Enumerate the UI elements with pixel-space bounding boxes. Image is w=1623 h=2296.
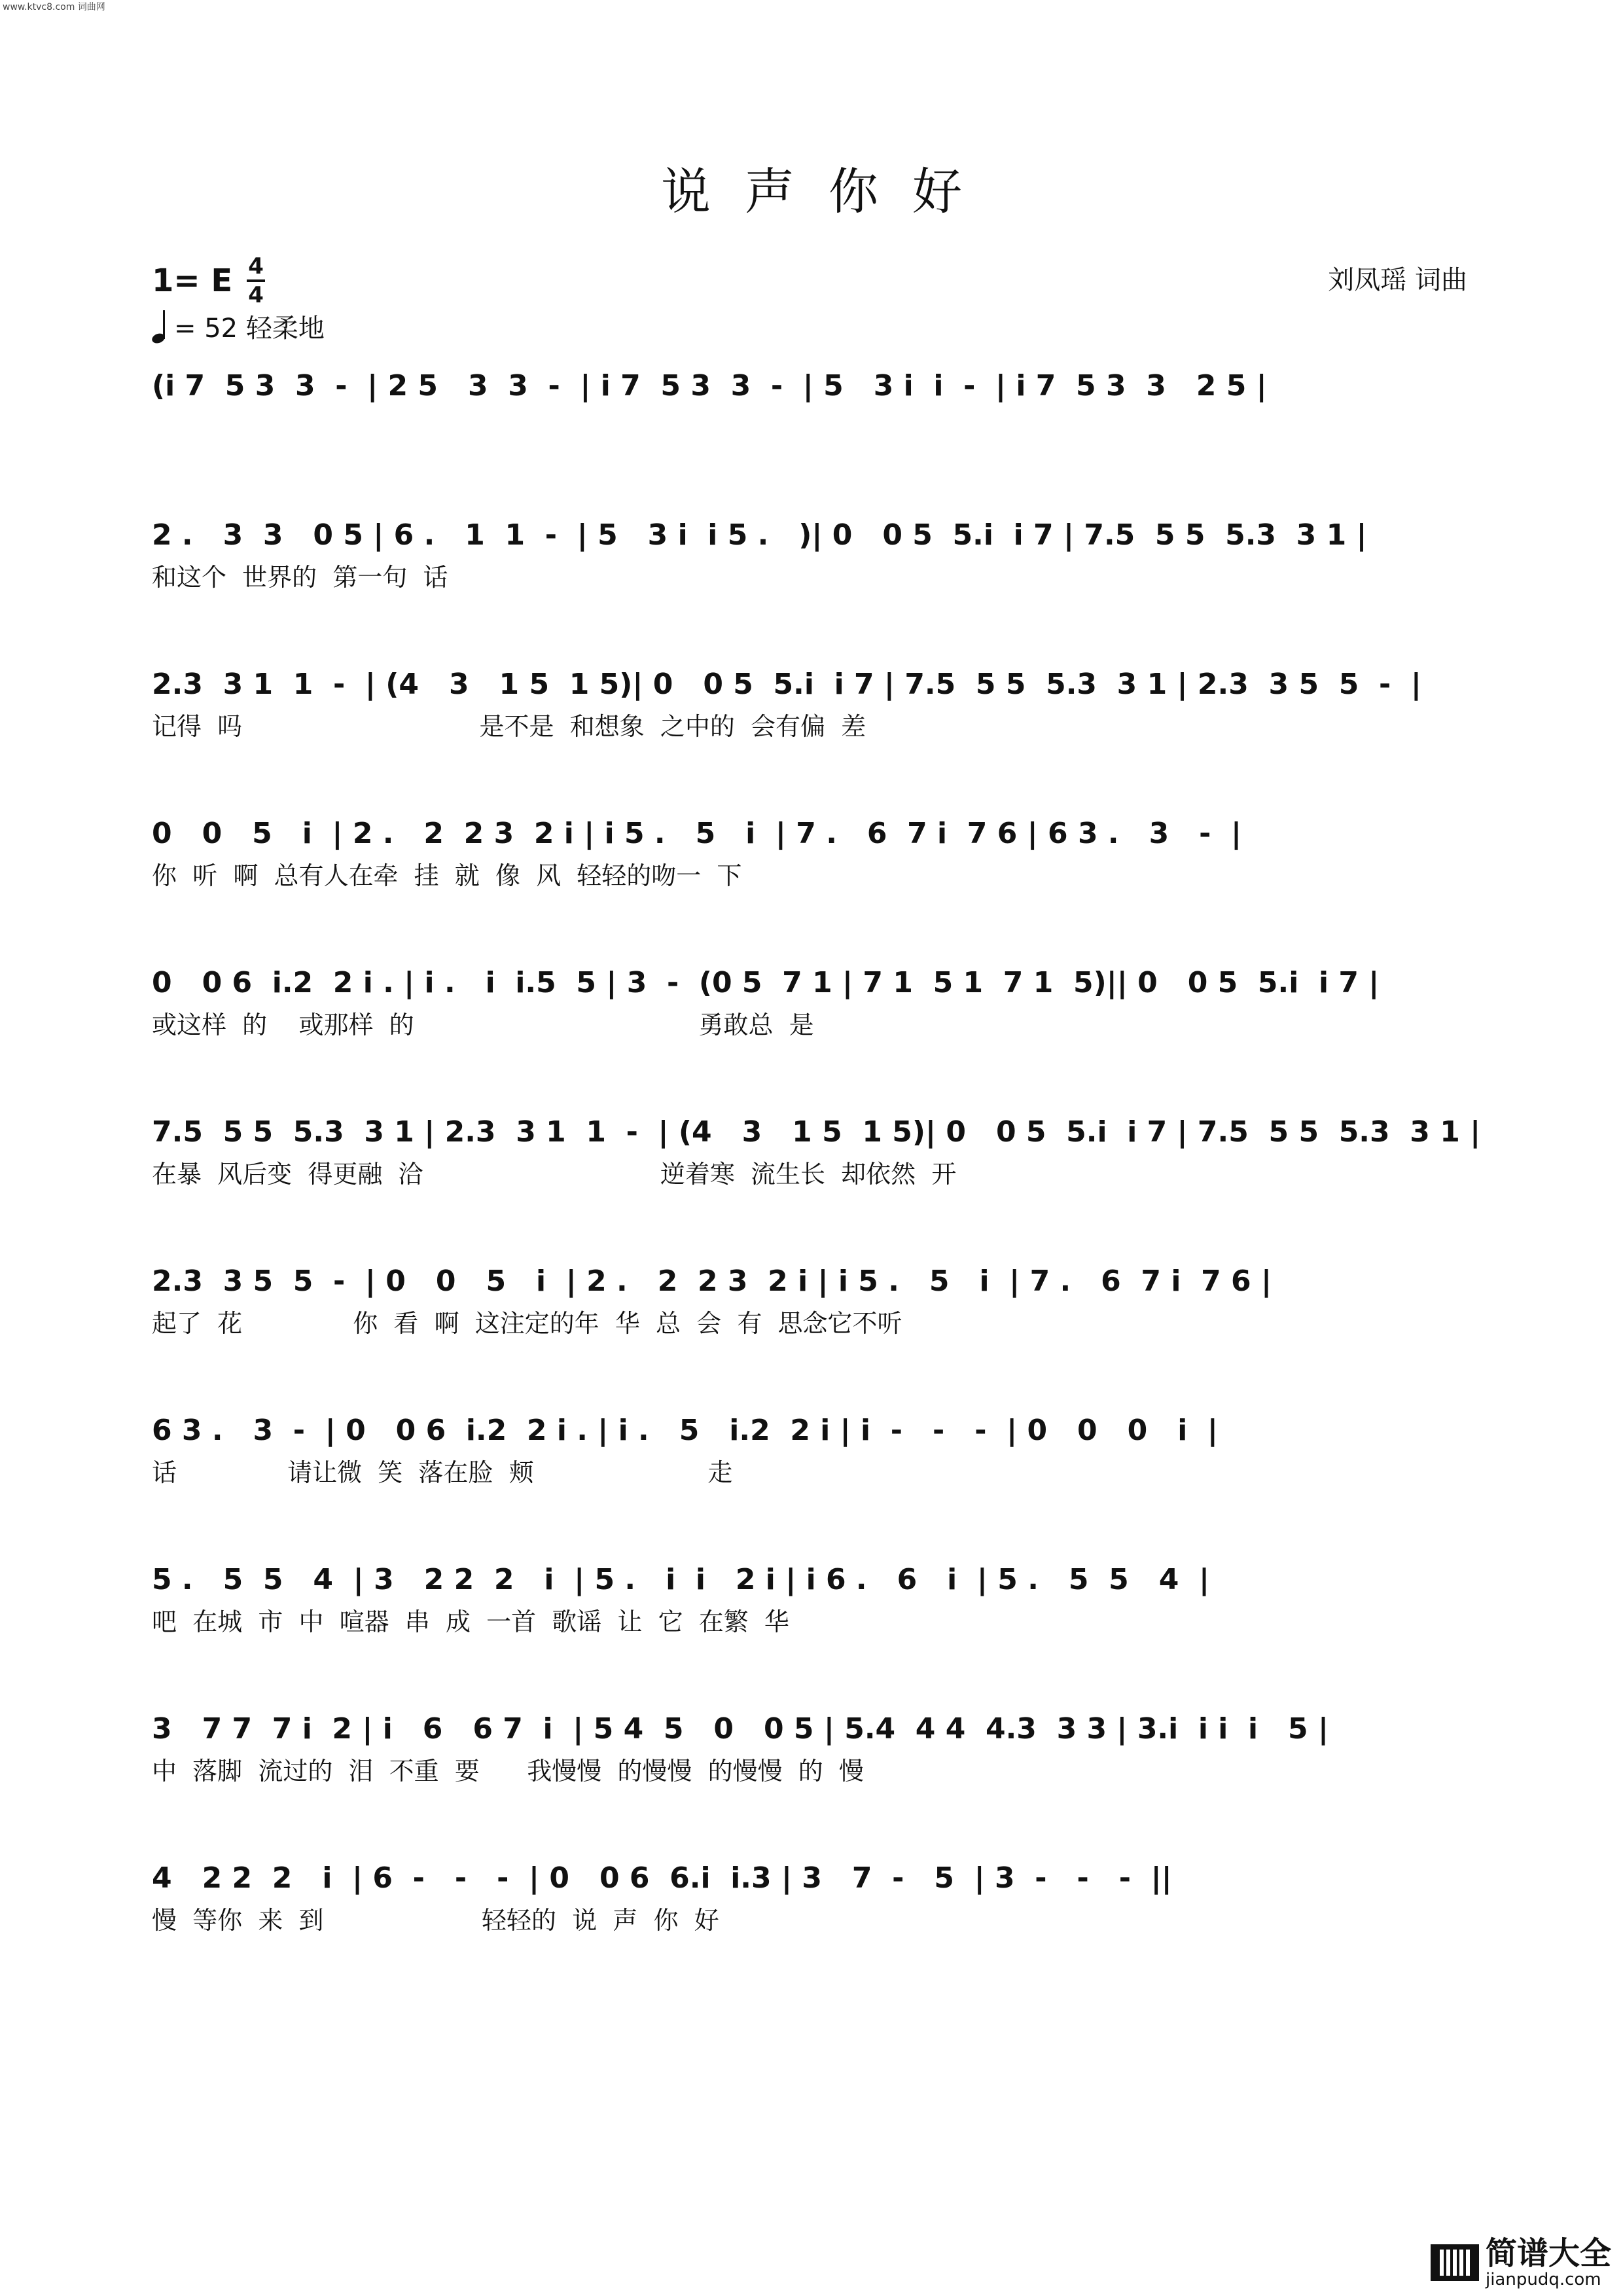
score-system xyxy=(152,1113,1481,1190)
score-system xyxy=(152,665,1469,742)
notation-line: 2.3 3 5 5 - | 0 0 5 i | 2 . 2 2 3 2 i | i 5 . 5 i | 7 . 6 7 i 7 6 | xyxy=(152,1265,1272,1298)
lyric-line: 和这个 世界的 第一句 话 xyxy=(152,563,448,592)
site-logo xyxy=(1431,2236,1611,2289)
score-system xyxy=(152,963,1469,1041)
tempo-marking xyxy=(152,308,325,345)
time-signature-bottom: 4 xyxy=(248,282,264,308)
lyric-line: 吧 在城 市 中 喧器 串 成 一首 歌谣 让 它 在繁 华 xyxy=(152,1607,789,1636)
lyric-line: 或这样 的 或那样 的 勇敢总 是 xyxy=(152,1011,814,1039)
score-system xyxy=(152,1560,1469,1638)
notation-line: (i 7 5 3 3 - | 2 5 3 3 - | i 7 5 3 3 - | 5 3 i i - | i 7 5 3 3 2 5 | xyxy=(152,369,1267,403)
time-signature-top: 4 xyxy=(248,253,264,279)
score-system xyxy=(152,1262,1469,1339)
notation-line: 6 3 . 3 - | 0 0 6 i.2 2 i . | i . 5 i.2 2 i | i - - - | 0 0 0 i | xyxy=(152,1414,1218,1447)
notation-line: 2.3 3 1 1 - | (4 3 1 5 1 5)| 0 0 5 5.i i 7 | 7.5 5 5 5.3 3 1 | 2.3 3 5 5 - | xyxy=(152,668,1421,701)
quarter-note-icon xyxy=(152,310,169,343)
score-system xyxy=(152,1859,1469,1936)
time-signature xyxy=(247,255,265,306)
notation-line: 5 . 5 5 4 | 3 2 2 2 i | 5 . i i 2 i | i 6 . 6 i | 5 . 5 5 4 | xyxy=(152,1563,1210,1596)
notation-line: 0 0 6 i.2 2 i . | i . i i.5 5 | 3 - (0 5 7 1 | 7 1 5 1 7 1 5)|| 0 0 5 5.i i 7 | xyxy=(152,966,1380,999)
key-label: 1= E xyxy=(152,262,233,299)
score-system xyxy=(152,814,1469,891)
piano-keys-icon xyxy=(1431,2244,1479,2281)
score-system xyxy=(152,516,1469,593)
notation-line: 2 . 3 3 0 5 | 6 . 1 1 - | 5 3 i i 5 . )| 0 0 5 5.i i 7 | 7.5 5 5 5.3 3 1 | xyxy=(152,518,1367,552)
credit-line: 刘凤瑶 词曲 xyxy=(1328,265,1467,295)
tempo-text: = 52 轻柔地 xyxy=(174,314,325,344)
notation-line: 4 2 2 2 i | 6 - - - | 0 0 6 6.i i.3 | 3 7 - 5 | 3 - - - || xyxy=(152,1861,1172,1895)
lyric-line: 起了 花 你 看 啊 这注定的年 华 总 会 有 思念它不听 xyxy=(152,1309,902,1338)
lyric-line: 中 落脚 流过的 泪 不重 要 我慢慢 的慢慢 的慢慢 的 慢 xyxy=(152,1757,864,1785)
logo-url: jianpudq.com xyxy=(1485,2270,1601,2290)
site-watermark: www.ktvc8.com 词曲网 xyxy=(3,2,105,12)
lyric-line: 记得 吗 是不是 和想象 之中的 会有偏 差 xyxy=(152,712,866,741)
notation-line: 0 0 5 i | 2 . 2 2 3 2 i | i 5 . 5 i | 7 . 6 7 i 7 6 | 6 3 . 3 - | xyxy=(152,817,1242,850)
lyric-line: 在暴 风后变 得更融 洽 逆着寒 流生长 却依然 开 xyxy=(152,1160,957,1189)
lyric-line: 你 听 啊 总有人在牵 挂 就 像 风 轻轻的吻一 下 xyxy=(152,861,742,890)
key-signature xyxy=(152,255,265,306)
lyric-line: 话 请让微 笑 落在脸 颊 走 xyxy=(152,1458,733,1487)
notation-line: 7.5 5 5 5.3 3 1 | 2.3 3 1 1 - | (4 3 1 5 1 5)| 0 0 5 5.i i 7 | 7.5 5 5 5.3 3 1 | xyxy=(152,1115,1481,1149)
score-system xyxy=(152,367,1469,412)
notation-line: 3 7 7 7 i 2 | i 6 6 7 i | 5 4 5 0 0 5 | 5.4 4 4 4.3 3 3 | 3.i i i i 5 | xyxy=(152,1712,1329,1746)
lyric-line: 慢 等你 来 到 轻轻的 说 声 你 好 xyxy=(152,1906,719,1935)
logo-name: 简谱大全 xyxy=(1485,2234,1611,2272)
score-system xyxy=(152,1411,1469,1488)
score-system xyxy=(152,1710,1469,1787)
song-title: 说声你好 xyxy=(661,162,996,221)
